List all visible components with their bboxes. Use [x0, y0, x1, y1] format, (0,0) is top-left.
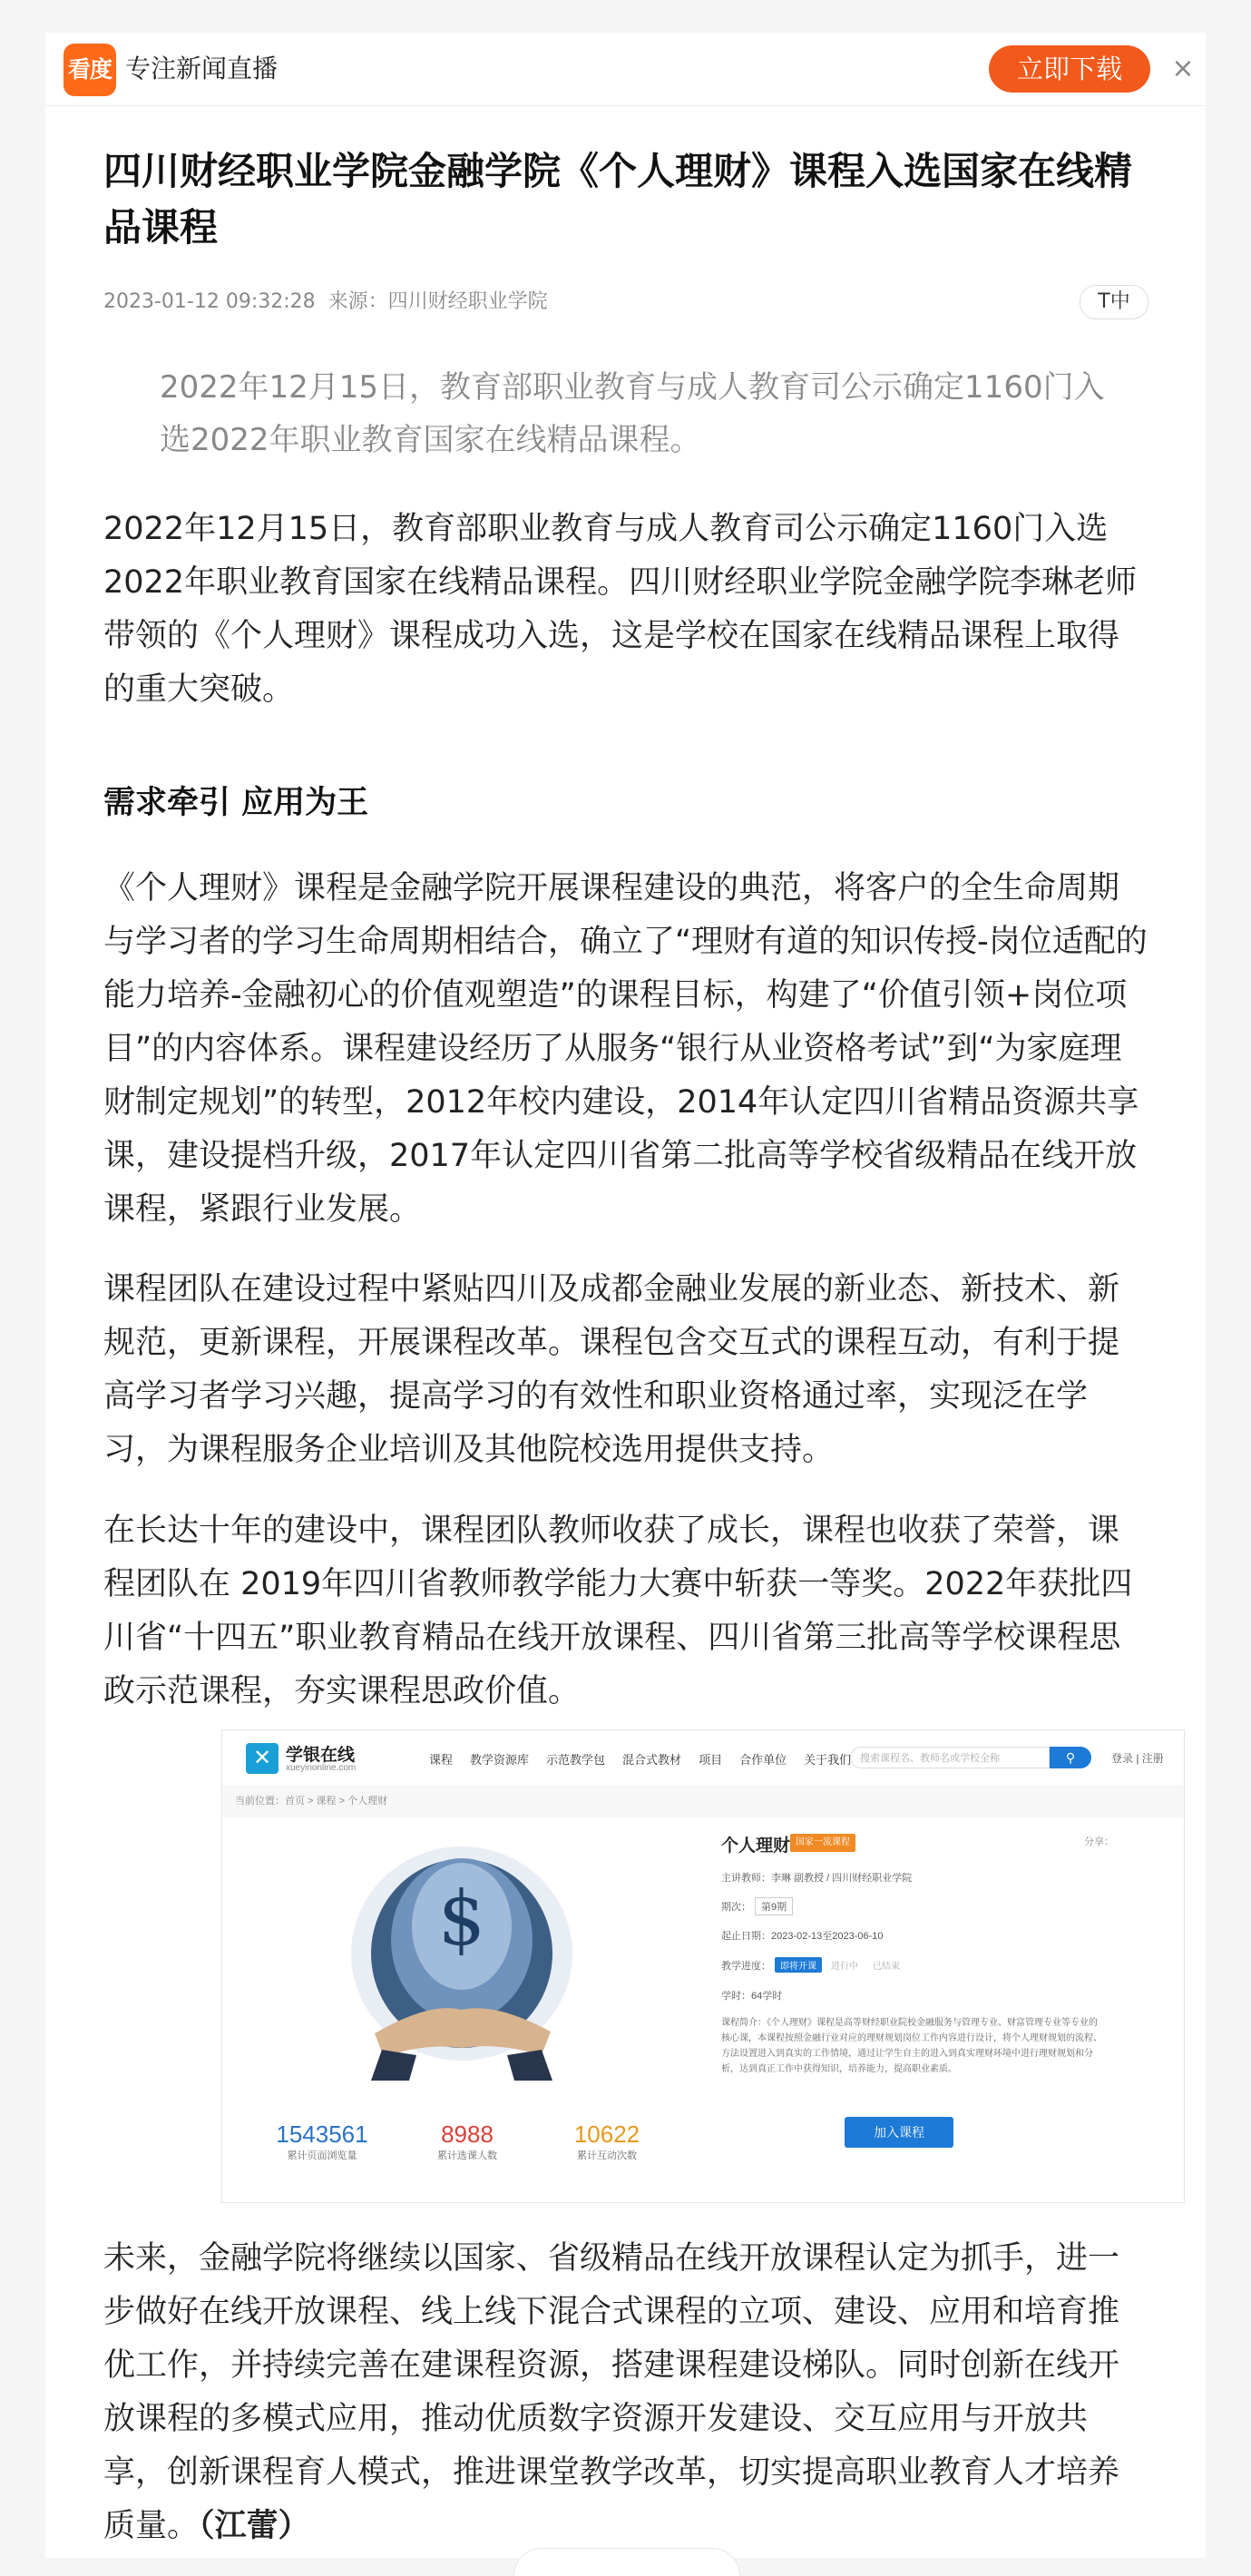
- status-tag: 已结束: [873, 1962, 900, 1972]
- course-status: [721, 1957, 905, 1973]
- breadcrumb: 当前位置：首页 > 课程 > 个人理财: [222, 1785, 1184, 1817]
- menu-item: 项目: [699, 1753, 723, 1767]
- search-icon: ⚲: [1050, 1747, 1091, 1768]
- article-source: 来源：四川财经职业学院: [327, 290, 548, 313]
- download-button[interactable]: 立即下载: [989, 45, 1150, 93]
- menu-item: 课程: [429, 1753, 454, 1767]
- status-tag: 进行中: [831, 1962, 858, 1972]
- paragraph-2: 《个人理财》课程是金融学院开展课程建设的典范，将客户的全生命周期与学习者的学习生命周期相结合，确立了“理财有道的知识传授-岗位适配的能力培养-金融初心的价值观塑造”的课程目标，构建了“价值引领+岗位项目”的内容体系。课程建设经历了从服务“银行从业资格考试”到“为家庭理财制定规划”的转型，2012年校内建设，2014年认定四川省精品资源共享课，建设提档升级，2017年认定四川省第二批高等学校省级精品在线开放课程，紧跟行业发展。: [103, 870, 1148, 1228]
- menu-item: 示范教学包: [546, 1753, 606, 1767]
- menu-item: 合作单位: [739, 1753, 787, 1767]
- course-description: 课程简介：《个人理财》课程是高等财经职业院校金融服务与管理专业、财富管理专业等专业的核心课，本课程按照金融行业对应的理财规划岗位工作内容进行设计，将个人理财规划的流程、方法设置进入到真实的工作情境，通过让学生自主的进入到真实理财环境中进行理财规划和分析，达到真正工作中获得知识，培养能力，提高职业素质。: [721, 2018, 1102, 2074]
- xueyin-logo-icon: ✕: [246, 1743, 279, 1774]
- app-download-banner: [45, 33, 1206, 106]
- course-title: 个人理财: [721, 1837, 791, 1856]
- status-label: 教学进度：: [721, 1961, 771, 1972]
- term-select: 第9期: [755, 1897, 793, 1915]
- paragraph-1: 2022年12月15日，教育部职业教育与成人教育司公示确定1160门入选2022年职业教育国家在线精品课程。四川财经职业学院金融学院李琳老师带领的《个人理财》课程成功入选，这是学校在国家在线精品课程上取得的重大突破。: [103, 511, 1138, 708]
- course-cover: [222, 1817, 703, 2202]
- app-slogan: 专注新闻直播: [125, 54, 279, 83]
- paragraph-3: 课程团队在建设过程中紧贴四川及成都金融业发展的新业态、新技术、新规范，更新课程，开展课程改革。课程包含交互式的课程互动，有利于提高学习者学习兴趣，提高学习的有效性和职业资格通过率，实现泛在学习，为课程服务企业培训及其他院校选用提供支持。: [103, 1271, 1120, 1468]
- section-heading: 需求牵引 应用为王: [103, 785, 369, 821]
- status-tag: 即将开课: [775, 1957, 822, 1973]
- article-meta: [103, 289, 548, 316]
- course-badge: 国家一流课程: [790, 1834, 855, 1852]
- close-icon[interactable]: ×: [1171, 53, 1195, 84]
- stat-label: 累计互动次数: [577, 2150, 637, 2161]
- article-summary: 2022年12月15日，教育部职业教育与成人教育司公示确定1160门入选2022年职业教育国家在线精品课程。: [160, 369, 1105, 458]
- money-hand-illustration: [222, 1817, 703, 2090]
- article-page: [45, 33, 1206, 2558]
- site-search-input: 搜索课程名、教师名或学校全称: [850, 1747, 1050, 1768]
- article-author: （江蕾）: [199, 2508, 310, 2544]
- stat-interactions: [552, 2121, 661, 2162]
- svg-text:$: $: [437, 1876, 486, 1963]
- menu-item: 混合式教材: [622, 1753, 682, 1767]
- share-label: 分享：: [1084, 1837, 1114, 1847]
- course-dates: 起止日期：2023-02-13至2023-06-10: [721, 1931, 884, 1942]
- course-hours: 学时：64学时: [721, 1991, 783, 2002]
- site-domain: xueyinonline.com: [286, 1763, 357, 1773]
- screenshot-nav: [222, 1730, 1184, 1786]
- stat-value: 8988: [441, 2121, 494, 2148]
- paragraph-5-text: 未来，金融学院将继续以国家、省级精品在线开放课程认定为抓手，进一步做好在线开放课程、线上线下混合式课程的立项、建设、应用和培育推优工作，并持续完善在建课程资源，搭建课程建设梯队。同时创新在线开放课程的多模式应用，推动优质数字资源开发建设、交互应用与开放共享，创新课程育人模式，推进课堂教学改革，切实提高职业教育人才培养质量。: [103, 2240, 1120, 2544]
- paragraph-4: 在长达十年的建设中，课程团队教师收获了成长，课程也收获了荣誉，课程团队在 2019年四川省教师教学能力大赛中斩获一等奖。2022年获批四川省“十四五”职业教育精品在线开放课程、四川省第三批高等学校课程思政示范课程，夯实课程思政价值。: [103, 1513, 1133, 1709]
- course-page-screenshot: [221, 1729, 1185, 2203]
- bottom-sheet-handle[interactable]: [513, 2548, 740, 2576]
- stat-value: 1543561: [276, 2121, 368, 2148]
- course-info: [703, 1817, 1184, 2202]
- login-link: 登录 | 注册: [1111, 1752, 1164, 1765]
- menu-item: 教学资源库: [470, 1753, 530, 1767]
- site-name: 学银在线: [286, 1746, 356, 1765]
- stat-label: 累计选课人数: [437, 2150, 497, 2161]
- article-title: 四川财经职业学院金融学院《个人理财》课程入选国家在线精品课程: [103, 149, 1133, 250]
- site-menu: [429, 1750, 868, 1768]
- stat-label: 累计页面浏览量: [287, 2150, 357, 2161]
- publish-datetime: 2023-01-12 09:32:28: [103, 290, 316, 313]
- stat-value: 10622: [573, 2121, 640, 2148]
- stat-enrollments: [413, 2121, 522, 2162]
- join-course-button: 加入课程: [845, 2117, 953, 2148]
- paragraph-5: [103, 2232, 1148, 2553]
- term-label: 期次：: [721, 1902, 751, 1913]
- menu-item: 关于我们: [804, 1753, 852, 1767]
- course-teacher: 主讲教师：李琳 副教授 / 四川财经职业学院: [721, 1873, 913, 1884]
- stat-page-views: [259, 2121, 386, 2162]
- course-term: [721, 1897, 793, 1915]
- kandu-logo: 看度: [64, 44, 116, 96]
- font-size-button[interactable]: T中: [1080, 285, 1148, 319]
